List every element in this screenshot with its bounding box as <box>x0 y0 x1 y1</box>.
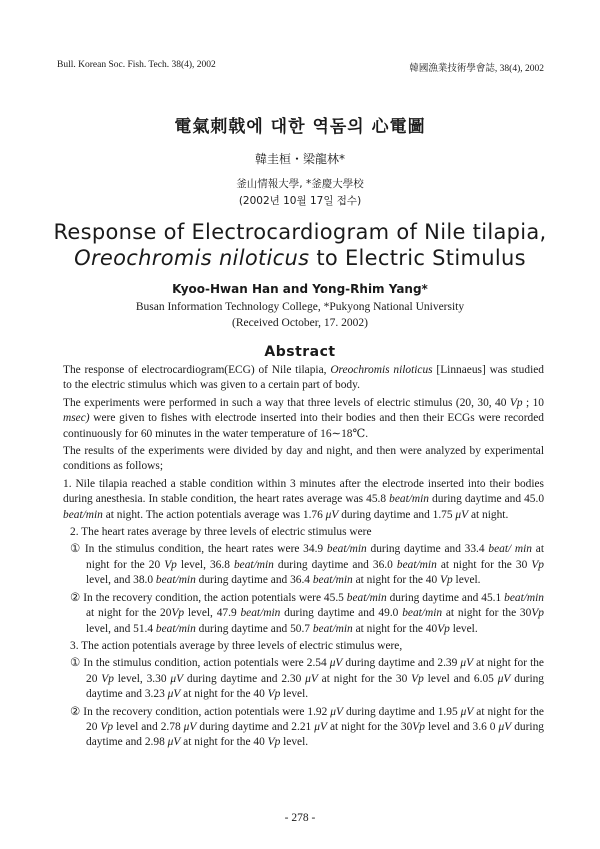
result-item-2: 2. The heart rates average by three levels of electric stimulus were <box>70 526 372 539</box>
result-item-1: 1. Nile tilapia reached a stable condition within 3 minutes after the electrode inserted into their bodies during anesthesia. In stable condition, the heart rates average was 45.8 beat/min during daytime and 45.0 beat/min at night. The action potentials average was 1.76 μV during daytime and 1.75 μV at night. <box>63 477 545 521</box>
abstract-paragraph: The response of electrocardiogram(ECG) of Nile tilapia, Oreochromis niloticus [Linnaeus] was studied to the electric stimulus which was given to a certain part of body. <box>63 364 544 392</box>
english-received-date: (Received October, 17. 2002) <box>232 317 368 329</box>
english-title-line1: Response of Electrocardiogram of Nile tilapia, <box>53 220 547 244</box>
page-number: - 278 - <box>284 812 316 824</box>
korean-affiliation: 釜山情報大學, *釜慶大學校 <box>236 178 364 190</box>
abstract-body <box>56 363 544 751</box>
species-name: Oreochromis niloticus <box>74 246 310 270</box>
english-title-line2 <box>0 246 600 270</box>
abstract-heading: Abstract <box>264 344 336 360</box>
korean-received-date: (2002년 10월 17일 접수) <box>238 195 362 207</box>
korean-authors: 韓圭桓・梁龍林* <box>254 152 345 166</box>
result-item-2-sub-1: ① In the stimulus condition, the heart rates were 34.9 beat/min during daytime and 33.4 beat/ min at night for the 20 Vp level, 36.8 beat/min during daytime and 36.0 beat/min at night for the 30 Vp level, and 38.0 beat/min during daytime and 36.4 beat/min at night for the 40 Vp level. <box>70 543 544 587</box>
result-item-3-sub-1: ① In the stimulus condition, action potentials were 2.54 μV during daytime and 2.39 μV at night for the 20 Vp level, 3.30 μV during daytime and 2.30 μV at night for the 30 Vp level and 6.05 μV during daytime and 3.23 μV at night for the 40 Vp level. <box>70 657 544 701</box>
journal-header-right: 韓國漁業技術學會誌, 38(4), 2002 <box>409 64 544 74</box>
english-title-tail: to Electric Stimulus <box>309 246 526 270</box>
korean-title: 電氣刺戟에 대한 역돔의 心電圖 <box>174 117 426 137</box>
result-item-2-sub-2: ② In the recovery condition, the action potentials were 45.5 beat/min during daytime and 45.1 beat/min at night for the 20Vp level, 47.9 beat/min during daytime and 49.0 beat/min at night for the 30Vp level, and 51.4 beat/min during daytime and 50.7 beat/min at night for the 40Vp level. <box>70 591 544 635</box>
abstract-paragraph: The results of the experiments were divided by day and night, and then were analyzed by experimental conditions as follows; <box>63 445 544 473</box>
result-item-3-sub-2: ② In the recovery condition, action potentials were 1.92 μV during daytime and 1.95 μV at night for the 20 Vp level and 2.78 μV during daytime and 2.21 μV at night for the 30Vp level and 3.6 0 μV during daytime and 2.98 μV at night for the 40 Vp level. <box>70 705 544 749</box>
english-affiliation: Busan Information Technology College, *Pukyong National University <box>135 301 465 313</box>
english-authors: Kyoo-Hwan Han and Yong-Rhim Yang* <box>172 282 428 296</box>
journal-header-left: Bull. Korean Soc. Fish. Tech. 38(4), 2002 <box>57 60 216 70</box>
result-item-3: 3. The action potentials average by three levels of electric stimulus were, <box>70 639 403 652</box>
abstract-paragraph: The experiments were performed in such a way that three levels of electric stimulus (20, 30, 40 Vp ; 10 msec) were given to fishes with electrode inserted into their bodies and then their ECGs were recorded continuously for 60 minutes in the water temperature of 16∼18℃. <box>63 396 544 440</box>
